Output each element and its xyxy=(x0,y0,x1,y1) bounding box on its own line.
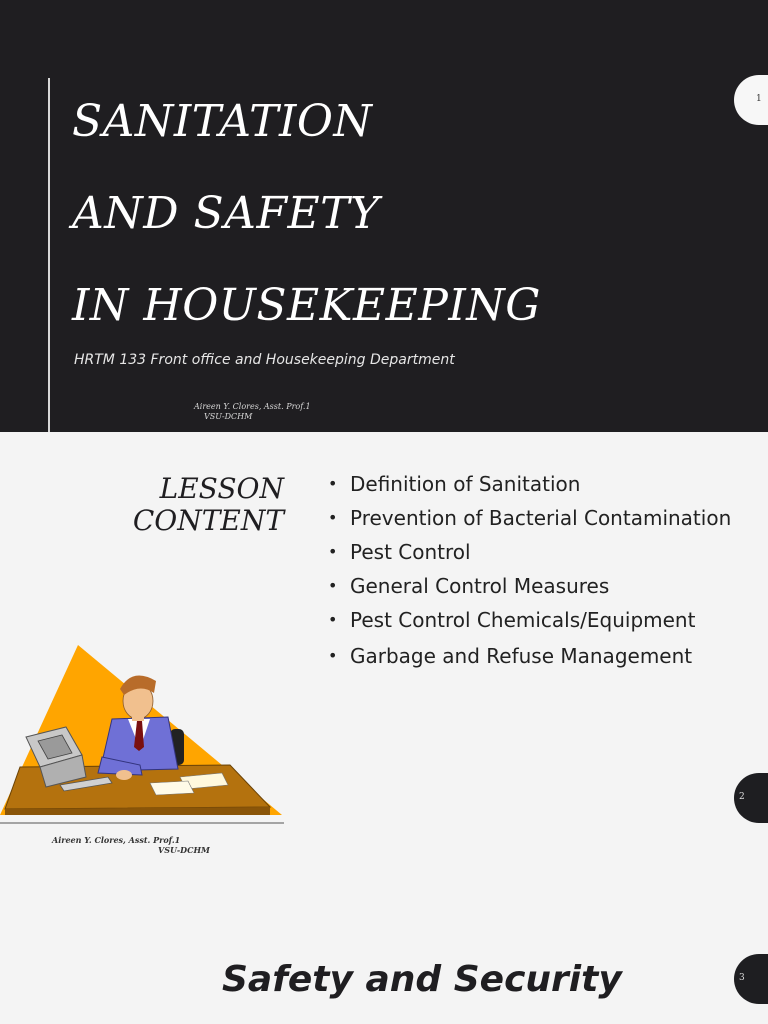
author-credit xyxy=(194,402,311,422)
title-line-1: SANITATION xyxy=(72,96,373,147)
accent-divider xyxy=(48,78,50,432)
title-line-3: IN HOUSEKEEPING xyxy=(72,280,541,331)
bullet-item: • General Control Measures xyxy=(328,573,748,599)
author-name: Aireen Y. Clores, Asst. Prof.1 xyxy=(52,835,181,845)
bullet-item: • Pest Control Chemicals/Equipment xyxy=(328,607,748,633)
bullet-item: • Garbage and Refuse Management xyxy=(328,641,748,671)
slide-number-badge xyxy=(734,75,768,125)
lesson-bullet-list xyxy=(328,471,748,679)
author-credit xyxy=(52,835,210,855)
bullet-item: • Definition of Sanitation xyxy=(328,471,748,497)
author-org: VSU-DCHM xyxy=(158,845,210,855)
lesson-heading-line-1: LESSON xyxy=(159,472,284,505)
slide-number-badge xyxy=(734,773,768,823)
title-line-2: AND SAFETY xyxy=(72,188,380,239)
bullet-item: • Prevention of Bacterial Contamination xyxy=(328,505,748,531)
lesson-content-slide xyxy=(0,433,768,923)
lesson-heading-line-2: CONTENT xyxy=(132,504,284,537)
slide-number: 3 xyxy=(739,973,745,983)
lesson-heading xyxy=(133,473,284,537)
safety-security-slide xyxy=(0,923,768,1024)
slide-number: 2 xyxy=(739,792,745,802)
slide-title: Safety and Security xyxy=(222,959,622,1000)
title-slide xyxy=(0,0,768,432)
author-org: VSU-DCHM xyxy=(204,412,253,421)
author-name: Aireen Y. Clores, Asst. Prof.1 xyxy=(194,402,311,411)
bullet-item: • Pest Control xyxy=(328,539,748,565)
slide-number: 1 xyxy=(756,94,762,104)
office-worker-clipart xyxy=(0,637,284,827)
slide-number-badge xyxy=(734,954,768,1004)
subtitle: HRTM 133 Front office and Housekeeping Department xyxy=(74,352,455,368)
